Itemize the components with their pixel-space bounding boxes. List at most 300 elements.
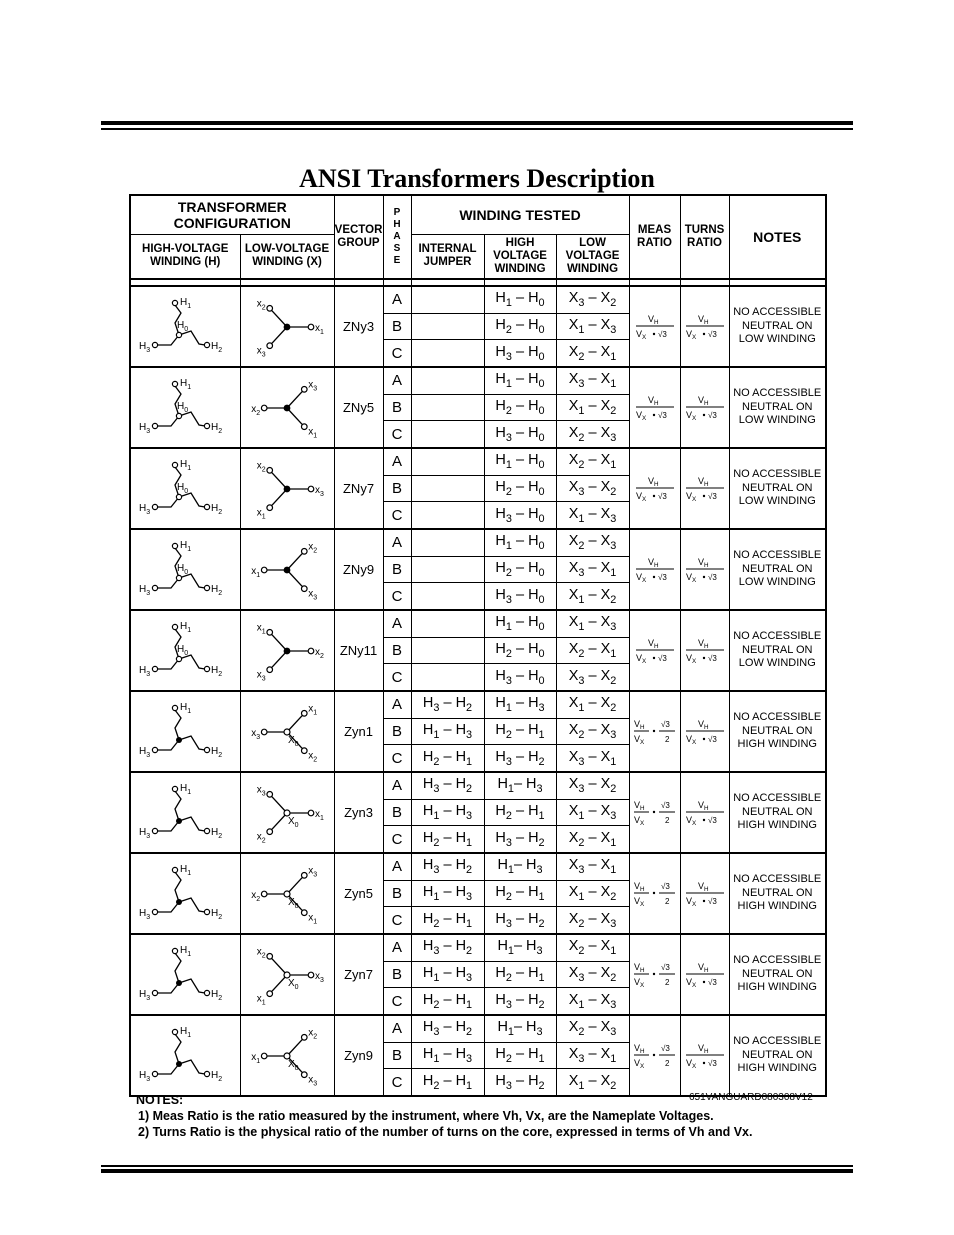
terminal-h1 (173, 948, 178, 953)
label-h2: $H_2$ (211, 421, 223, 435)
turns-ratio-formula (684, 636, 726, 666)
table-row (130, 529, 826, 556)
internal-jumper: $H_3 - H_2$ (411, 1015, 484, 1042)
lv-diagram-cell (240, 448, 334, 529)
label-h0: $H_0$ (177, 319, 189, 333)
turns-ratio-formula (684, 717, 726, 747)
neutral-dot (176, 818, 182, 824)
meas-ratio (629, 529, 680, 610)
meas-ratio (629, 772, 680, 853)
hv-winding-test: $H_3 - H_0$ (484, 583, 556, 610)
vector-group: ZNy3 (334, 286, 383, 367)
notes: NO ACCESSIBLE NEUTRAL ON LOW WINDING (729, 610, 826, 691)
label-x3: $x_3$ (308, 588, 318, 602)
terminal-h1 (173, 381, 178, 386)
label-h1: $H_1$ (180, 782, 192, 796)
notes: NO ACCESSIBLE NEUTRAL ON LOW WINDING (729, 529, 826, 610)
label-x0: $X_0$ (288, 977, 299, 991)
internal-jumper: $H_3 - H_2$ (411, 772, 484, 799)
svg-text:√3: √3 (660, 719, 670, 729)
label-h3: $H_3$ (139, 664, 151, 678)
header-internal-jumper: INTERNAL JUMPER (411, 234, 484, 279)
terminal-h2 (205, 909, 210, 914)
vector-group: Zyn9 (334, 1015, 383, 1096)
svg-text:VH: $V_H$ (697, 718, 709, 731)
top-rule-thin (101, 128, 853, 130)
internal-jumper: $H_2 - H_1$ (411, 988, 484, 1015)
vector-group: Zyn1 (334, 691, 383, 772)
label-h3: $H_3$ (139, 826, 151, 840)
lv-diagram-cell (240, 691, 334, 772)
table-row (130, 772, 826, 799)
label-h3: $H_3$ (139, 1069, 151, 1083)
phase: A (383, 529, 411, 556)
terminal-x2 (267, 953, 273, 959)
label-x0: $X_0$ (288, 734, 299, 748)
svg-text:VX: $V_X$ (685, 814, 696, 827)
notes: NO ACCESSIBLE NEUTRAL ON HIGH WINDING (729, 1015, 826, 1096)
svg-text:VX: $V_X$ (633, 733, 644, 746)
terminal-h0 (177, 332, 182, 337)
turns-ratio-formula (684, 879, 726, 909)
label-h1: $H_1$ (180, 377, 192, 391)
lv-diagram-cell (240, 934, 334, 1015)
svg-text:VX: $V_X$ (685, 976, 696, 989)
top-rule-thick (101, 121, 853, 125)
header-phase: P H A S E (383, 195, 411, 279)
phase: B (383, 799, 411, 826)
terminal-x2 (301, 548, 307, 554)
svg-text:VH: $V_H$ (697, 799, 709, 812)
hv-zigzag-diagram (135, 856, 235, 932)
svg-text:√3: √3 (657, 572, 667, 582)
hv-winding-test: $H_1 - H_0$ (484, 448, 556, 475)
meas-ratio-formula (633, 717, 677, 747)
terminal-h2 (205, 1071, 210, 1076)
hv-diagram-cell (130, 610, 240, 691)
phase: C (383, 907, 411, 934)
internal-jumper (411, 394, 484, 421)
internal-jumper (411, 313, 484, 340)
hv-winding-test: $H_2 - H_1$ (484, 880, 556, 907)
internal-jumper (411, 664, 484, 691)
internal-jumper (411, 637, 484, 664)
table-row (130, 853, 826, 880)
turns-ratio (680, 448, 729, 529)
label-h0: $H_0$ (177, 643, 189, 657)
phase: A (383, 367, 411, 394)
terminal-h0 (177, 575, 182, 580)
svg-text:√3: √3 (707, 977, 717, 987)
turns-ratio (680, 772, 729, 853)
header-meas-ratio: MEAS RATIO (629, 195, 680, 279)
lv-diagram-cell (240, 853, 334, 934)
terminal-x3 (267, 342, 273, 348)
terminal-h3 (153, 990, 158, 995)
internal-jumper (411, 475, 484, 502)
terminal-x1 (301, 423, 307, 429)
internal-jumper (411, 610, 484, 637)
lv-winding-test: $X_2 - X_3$ (556, 529, 629, 556)
label-x1: $x_1$ (308, 426, 318, 440)
terminal-x1 (261, 1053, 267, 1059)
lv-winding-test: $X_3 - X_2$ (556, 475, 629, 502)
phase: A (383, 610, 411, 637)
label-x2: $x_2$ (256, 945, 266, 959)
label-x0: $X_0$ (288, 815, 299, 829)
hv-winding-test: $H_3 - H_2$ (484, 1069, 556, 1096)
terminal-h3 (153, 342, 158, 347)
hv-winding-test: $H_2 - H_1$ (484, 961, 556, 988)
meas-ratio-formula (634, 393, 676, 423)
label-x1: $x_1$ (256, 507, 266, 521)
hv-winding-test: $H_2 - H_0$ (484, 394, 556, 421)
svg-text:VX: $V_X$ (685, 571, 696, 584)
meas-ratio (629, 286, 680, 367)
label-h2: $H_2$ (211, 907, 223, 921)
hv-diagram-cell (130, 691, 240, 772)
label-h3: $H_3$ (139, 583, 151, 597)
label-x3: $x_3$ (256, 669, 266, 683)
internal-jumper (411, 340, 484, 367)
svg-text:VX: $V_X$ (635, 571, 646, 584)
neutral-dot (284, 404, 291, 411)
label-x0: $X_0$ (288, 1058, 299, 1072)
meas-ratio-formula (633, 960, 677, 990)
neutral-dot (176, 980, 182, 986)
terminal-x3 (267, 666, 273, 672)
label-x2: $x_2$ (315, 646, 324, 660)
notes: NO ACCESSIBLE NEUTRAL ON HIGH WINDING (729, 691, 826, 772)
meas-ratio (629, 934, 680, 1015)
label-h3: $H_3$ (139, 502, 151, 516)
terminal-h1 (173, 624, 178, 629)
hv-winding-test: $H_3 - H_0$ (484, 664, 556, 691)
terminal-h3 (153, 504, 158, 509)
label-h1: $H_1$ (180, 1025, 192, 1039)
lv-winding-test: $X_2 - X_1$ (556, 637, 629, 664)
lv-winding-test: $X_1 - X_2$ (556, 880, 629, 907)
terminal-x1 (267, 990, 273, 996)
svg-text:VH: $V_H$ (697, 961, 709, 974)
page-title: ANSI Transformers Description (299, 164, 655, 193)
svg-text:√3: √3 (707, 653, 717, 663)
internal-jumper: $H_2 - H_1$ (411, 907, 484, 934)
internal-jumper: $H_1 - H_3$ (411, 961, 484, 988)
phase: A (383, 448, 411, 475)
phase: B (383, 313, 411, 340)
neutral-dot (176, 899, 182, 905)
svg-text:√3: √3 (707, 1058, 717, 1068)
svg-text:VH: $V_H$ (647, 313, 659, 326)
terminal-x1 (267, 629, 273, 635)
terminal-x1 (308, 324, 314, 330)
lv-winding-test: $X_2 - X_1$ (556, 448, 629, 475)
hv-winding-test: $H_1-$ $H_3$ (484, 934, 556, 961)
lv-winding-test: $X_1 - X_2$ (556, 394, 629, 421)
terminal-x2 (267, 305, 273, 311)
label-x3: $x_3$ (315, 970, 324, 984)
svg-text:VX: $V_X$ (685, 652, 696, 665)
hv-winding-test: $H_3 - H_0$ (484, 502, 556, 529)
turns-ratio (680, 1015, 729, 1096)
label-x1: $x_1$ (251, 565, 261, 579)
notes: NO ACCESSIBLE NEUTRAL ON LOW WINDING (729, 286, 826, 367)
svg-text:VH: $V_H$ (633, 718, 645, 731)
lv-winding-test: $X_1 - X_3$ (556, 502, 629, 529)
svg-text:VH: $V_H$ (697, 475, 709, 488)
terminal-h3 (153, 423, 158, 428)
label-h2: $H_2$ (211, 664, 223, 678)
svg-text:VH: $V_H$ (633, 961, 645, 974)
lv-wye-diagram (243, 532, 331, 608)
internal-jumper (411, 286, 484, 313)
lv-winding-test: $X_3 - X_1$ (556, 745, 629, 772)
label-h2: $H_2$ (211, 502, 223, 516)
lv-diagram-cell (240, 529, 334, 610)
phase: B (383, 556, 411, 583)
turns-ratio (680, 934, 729, 1015)
hv-winding-test: $H_2 - H_0$ (484, 475, 556, 502)
lv-wye-diagram (243, 775, 331, 851)
label-h1: $H_1$ (180, 620, 192, 634)
hv-zigzag-diagram (135, 451, 235, 527)
terminal-x3 (308, 972, 314, 978)
lv-winding-test: $X_3 - X_2$ (556, 961, 629, 988)
svg-text:VH: $V_H$ (697, 394, 709, 407)
terminal-h1 (173, 1029, 178, 1034)
meas-ratio-formula (633, 879, 677, 909)
lv-wye-diagram (243, 613, 331, 689)
svg-text:2: 2 (664, 977, 669, 987)
table-row (130, 610, 826, 637)
hv-zigzag-diagram (135, 370, 235, 446)
footnote-2: 2) Turns Ratio is the physical ratio of the number of turns on the core, expressed in terms of Vh and Vx. (138, 1125, 753, 1139)
header-transformer-configuration: TRANSFORMER CONFIGURATION (130, 195, 334, 234)
label-h1: $H_1$ (180, 701, 192, 715)
terminal-h3 (153, 585, 158, 590)
vector-group: ZNy7 (334, 448, 383, 529)
hv-winding-test: $H_3 - H_2$ (484, 988, 556, 1015)
label-x1: $x_1$ (256, 993, 266, 1007)
terminal-h2 (205, 990, 210, 995)
phase: B (383, 718, 411, 745)
lv-wye-diagram (243, 937, 331, 1013)
meas-ratio (629, 853, 680, 934)
hv-winding-test: $H_1 - H_0$ (484, 286, 556, 313)
table-row (130, 286, 826, 313)
hv-winding-test: $H_1-$ $H_3$ (484, 1015, 556, 1042)
lv-winding-test: $X_3 - X_2$ (556, 664, 629, 691)
phase: A (383, 286, 411, 313)
terminal-x3 (301, 386, 307, 392)
meas-ratio (629, 610, 680, 691)
svg-text:VH: $V_H$ (647, 637, 659, 650)
vector-group: Zyn3 (334, 772, 383, 853)
terminal-h1 (173, 543, 178, 548)
terminal-h1 (173, 300, 178, 305)
table-row (130, 691, 826, 718)
table-body (130, 279, 826, 1096)
notes: NO ACCESSIBLE NEUTRAL ON HIGH WINDING (729, 853, 826, 934)
turns-ratio (680, 610, 729, 691)
label-x2: $x_2$ (256, 831, 266, 845)
hv-winding-test: $H_1 - H_0$ (484, 610, 556, 637)
terminal-h3 (153, 666, 158, 671)
svg-text:VX: $V_X$ (685, 328, 696, 341)
turns-ratio-formula (684, 1041, 726, 1071)
meas-ratio-formula (634, 474, 676, 504)
svg-text:VX: $V_X$ (685, 733, 696, 746)
internal-jumper: $H_1 - H_3$ (411, 799, 484, 826)
phase: B (383, 1042, 411, 1069)
terminal-x2 (261, 405, 267, 411)
hv-diagram-cell (130, 1015, 240, 1096)
lv-diagram-cell (240, 367, 334, 448)
label-h0: $H_0$ (177, 400, 189, 414)
terminal-x3 (261, 729, 267, 735)
svg-text:VH: $V_H$ (633, 1042, 645, 1055)
label-x3: $x_3$ (308, 378, 318, 392)
lv-winding-test: $X_2 - X_1$ (556, 340, 629, 367)
lv-winding-test: $X_3 - X_2$ (556, 772, 629, 799)
neutral-dot (284, 485, 291, 492)
internal-jumper: $H_1 - H_3$ (411, 718, 484, 745)
vector-group: Zyn7 (334, 934, 383, 1015)
terminal-h3 (153, 1071, 158, 1076)
turns-ratio-formula (684, 798, 726, 828)
svg-text:2: 2 (664, 815, 669, 825)
svg-text:2: 2 (664, 1058, 669, 1068)
hv-winding-test: $H_3 - H_0$ (484, 421, 556, 448)
svg-text:√3: √3 (657, 491, 667, 501)
label-x0: $X_0$ (288, 896, 299, 910)
vector-group: Zyn5 (334, 853, 383, 934)
hv-winding-test: $H_1 - H_0$ (484, 367, 556, 394)
lv-wye-diagram (243, 451, 331, 527)
meas-ratio-formula (633, 798, 677, 828)
internal-jumper (411, 421, 484, 448)
label-x3: $x_3$ (308, 864, 318, 878)
neutral-dot (176, 737, 182, 743)
footnotes-heading: NOTES: (136, 1093, 184, 1107)
turns-ratio-formula (684, 474, 726, 504)
ansi-transformer-table (129, 194, 827, 1097)
label-h1: $H_1$ (180, 296, 192, 310)
label-x2: $x_2$ (251, 403, 261, 417)
table-row (130, 367, 826, 394)
phase: C (383, 745, 411, 772)
vector-group: ZNy5 (334, 367, 383, 448)
hv-zigzag-diagram (135, 775, 235, 851)
terminal-h0 (177, 413, 182, 418)
phase: B (383, 637, 411, 664)
svg-text:VX: $V_X$ (635, 409, 646, 422)
lv-diagram-cell (240, 610, 334, 691)
phase: C (383, 988, 411, 1015)
hv-zigzag-diagram (135, 613, 235, 689)
label-x2: $x_2$ (308, 750, 318, 764)
meas-ratio (629, 691, 680, 772)
turns-ratio (680, 691, 729, 772)
terminal-h0 (177, 494, 182, 499)
svg-text:VX: $V_X$ (633, 895, 644, 908)
hv-winding-test: $H_2 - H_1$ (484, 1042, 556, 1069)
label-x1: $x_1$ (308, 912, 318, 926)
terminal-h3 (153, 747, 158, 752)
internal-jumper: $H_3 - H_2$ (411, 853, 484, 880)
meas-ratio-formula (634, 312, 676, 342)
terminal-h2 (205, 747, 210, 752)
label-h3: $H_3$ (139, 745, 151, 759)
svg-text:VX: $V_X$ (633, 1057, 644, 1070)
hv-zigzag-diagram (135, 694, 235, 770)
header-high-voltage-winding-h: HIGH-VOLTAGE WINDING (H) (130, 234, 240, 279)
lv-winding-test: $X_3 - X_1$ (556, 1042, 629, 1069)
label-x2: $x_2$ (308, 1026, 318, 1040)
label-h2: $H_2$ (211, 583, 223, 597)
svg-text:VX: $V_X$ (633, 814, 644, 827)
table-row (130, 1015, 826, 1042)
vector-group: ZNy9 (334, 529, 383, 610)
terminal-h2 (205, 585, 210, 590)
hv-zigzag-diagram (135, 289, 235, 365)
hv-diagram-cell (130, 448, 240, 529)
svg-text:VH: $V_H$ (697, 637, 709, 650)
lv-winding-test: $X_1 - X_2$ (556, 583, 629, 610)
internal-jumper (411, 556, 484, 583)
svg-text:VX: $V_X$ (635, 328, 646, 341)
notes: NO ACCESSIBLE NEUTRAL ON LOW WINDING (729, 448, 826, 529)
terminal-x2 (301, 747, 307, 753)
hv-diagram-cell (130, 286, 240, 367)
group-separator (130, 279, 826, 286)
bottom-rule-thick (101, 1169, 853, 1173)
svg-text:√3: √3 (707, 491, 717, 501)
phase: C (383, 826, 411, 853)
svg-text:VX: $V_X$ (633, 976, 644, 989)
svg-text:VH: $V_H$ (697, 880, 709, 893)
hv-winding-test: $H_2 - H_0$ (484, 313, 556, 340)
hv-winding-test: $H_3 - H_2$ (484, 826, 556, 853)
phase: A (383, 934, 411, 961)
lv-winding-test: $X_2 - X_3$ (556, 718, 629, 745)
meas-ratio (629, 367, 680, 448)
lv-winding-test: $X_1 - X_2$ (556, 1069, 629, 1096)
svg-text:VH: $V_H$ (697, 1042, 709, 1055)
header-turns-ratio: TURNS RATIO (680, 195, 729, 279)
terminal-x3 (267, 791, 273, 797)
terminal-h1 (173, 867, 178, 872)
lv-diagram-cell (240, 1015, 334, 1096)
label-x3: $x_3$ (256, 783, 266, 797)
lv-wye-diagram (243, 1018, 331, 1094)
terminal-x2 (308, 648, 314, 654)
svg-text:√3: √3 (707, 815, 717, 825)
turns-ratio-formula (684, 312, 726, 342)
neutral-dot (284, 323, 291, 330)
svg-text:√3: √3 (707, 329, 717, 339)
svg-text:VH: $V_H$ (647, 394, 659, 407)
label-x3: $x_3$ (256, 345, 266, 359)
lv-winding-test: $X_2 - X_1$ (556, 826, 629, 853)
footnotes (136, 1092, 752, 1140)
neutral-dot (176, 1061, 182, 1067)
phase: B (383, 880, 411, 907)
label-h3: $H_3$ (139, 340, 151, 354)
svg-text:√3: √3 (657, 653, 667, 663)
label-x1: $x_1$ (251, 1051, 261, 1065)
